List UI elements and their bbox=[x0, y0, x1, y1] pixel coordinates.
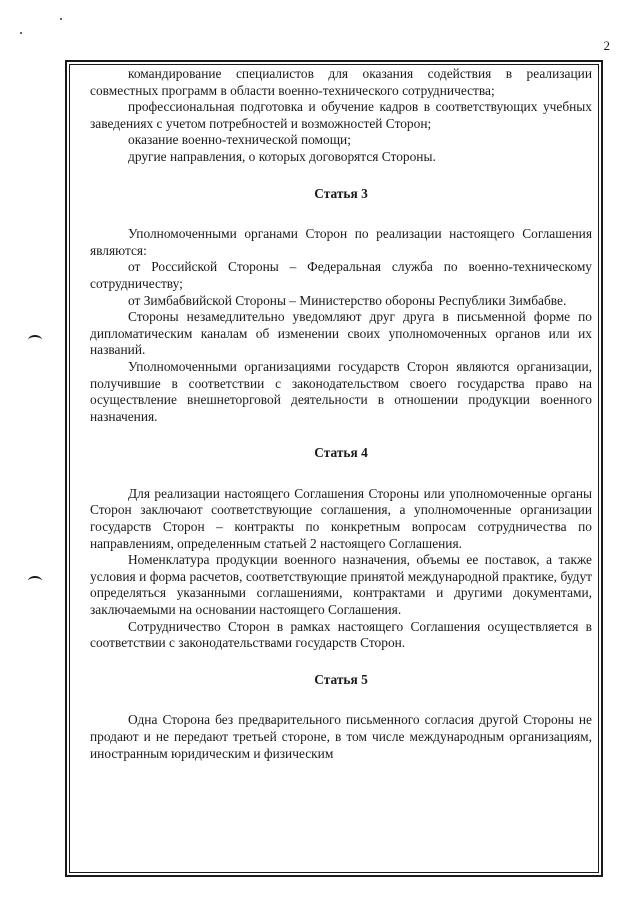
article-3-heading: Статья 3 bbox=[314, 185, 368, 201]
document-body bbox=[90, 66, 592, 762]
punch-hole-mark bbox=[28, 576, 42, 586]
paragraph: от Российской Стороны – Федеральная служба по военно-техническому сотрудничеству; bbox=[90, 259, 592, 291]
paragraph: Одна Сторона без предварительного письменного согласия другой Стороны не продают и не передают третьей стороне, в том числе международным организациям, иностранным юридическим и физическим bbox=[90, 712, 592, 761]
paragraph: Уполномоченными организациями государств Сторон являются организации, получившие в соответствии с законодательством своего государства право на осуществление внешнеторговой деятельности в отношении продукции военного назначения. bbox=[90, 358, 592, 424]
paragraph: Сотрудничество Сторон в рамках настоящего Соглашения осуществляется в соответствии с законодательствами государств Сторон. bbox=[90, 618, 592, 651]
paragraph: Номенклатура продукции военного назначения, объемы ее поставок, а также условия и форма расчетов, соответствующие принятой международной практике, будут определяться указанными соглашениями, контрактами и другими документами, заключаемыми на основании настоящего Соглашения. bbox=[90, 552, 592, 618]
scan-speck bbox=[20, 32, 22, 34]
paragraph: Для реализации настоящего Соглашения Стороны или уполномоченные органы Сторон заключают соответствующие соглашения, а уполномоченные организации государств Сторон – контракты по конкретным вопросам сотрудничества по направлениям, определенным статьей 2 настоящего Соглашения. bbox=[90, 485, 592, 551]
scan-speck bbox=[60, 18, 62, 20]
paragraph: Стороны незамедлительно уведомляют друг друга в письменной форме по дипломатическим каналам об изменении своих уполномоченных органов или их названий. bbox=[90, 309, 592, 358]
paragraph: другие направления, о которых договорятся Стороны. bbox=[128, 148, 436, 164]
paragraph: командирование специалистов для оказания содействия в реализации совместных программ в области военно-технического сотрудничества; bbox=[90, 66, 592, 98]
paragraph: профессиональная подготовка и обучение кадров в соответствующих учебных заведениях с учетом потребностей и возможностей Сторон; bbox=[90, 99, 592, 131]
article-4-heading: Статья 4 bbox=[314, 445, 368, 461]
paragraph: от Зимбабвийской Стороны – Министерство обороны Республики Зимбабве. bbox=[128, 292, 567, 308]
page-number: 2 bbox=[603, 38, 610, 53]
paragraph: Уполномоченными органами Сторон по реализации настоящего Соглашения являются: bbox=[90, 226, 592, 258]
punch-hole-mark bbox=[28, 335, 42, 345]
paragraph: оказание военно-технической помощи; bbox=[128, 132, 351, 148]
article-5-heading: Статья 5 bbox=[314, 671, 368, 687]
